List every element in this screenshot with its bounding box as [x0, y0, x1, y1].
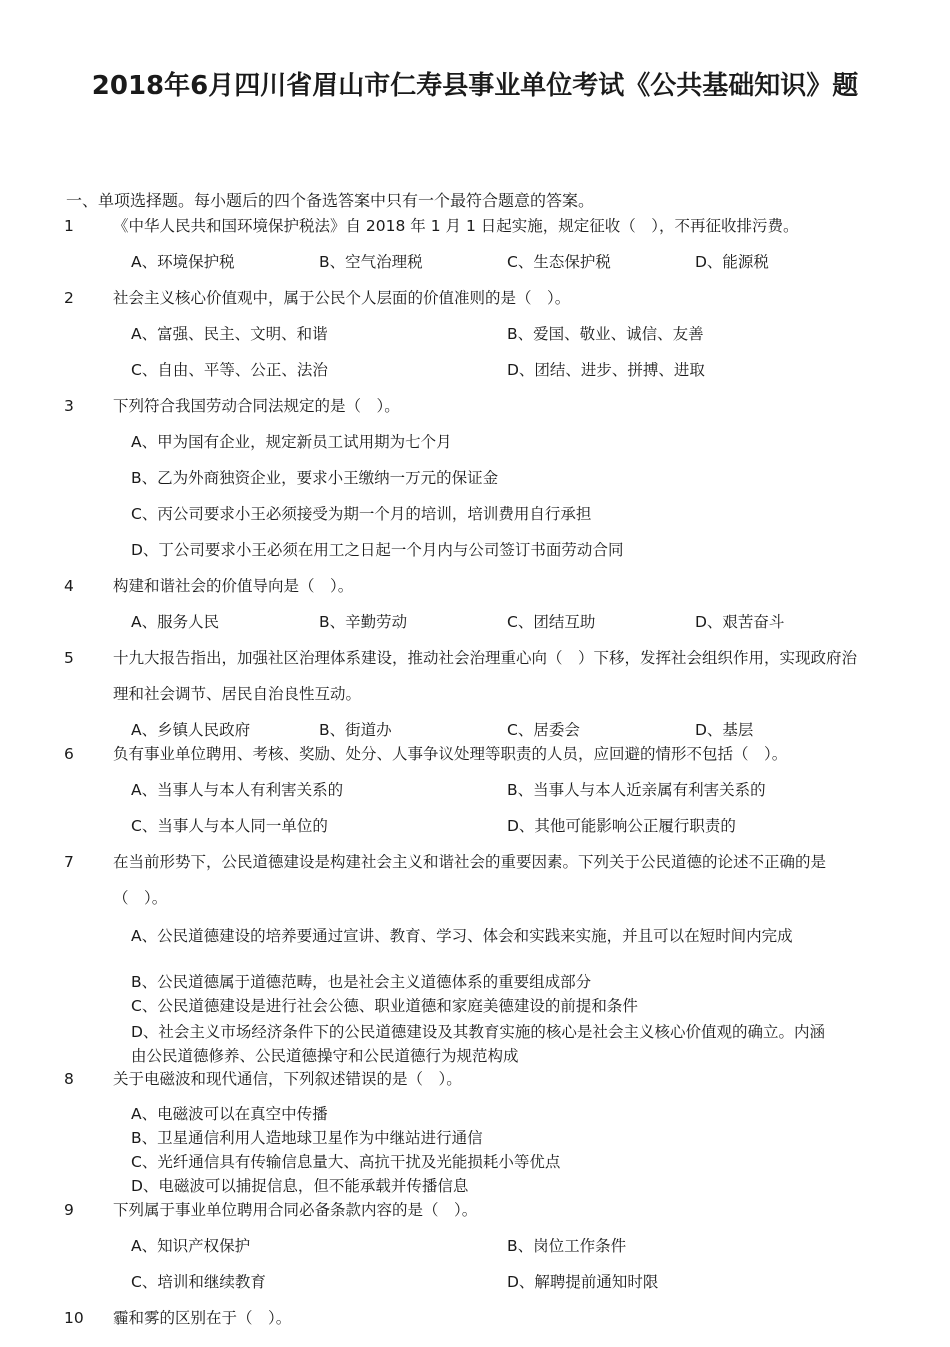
- option-b: B、辛勤劳动: [319, 613, 408, 631]
- option-b: B、当事人与本人近亲属有利害关系的: [507, 781, 766, 799]
- question-4: [0, 576, 950, 596]
- question-number: 7: [64, 853, 74, 871]
- question-10: [0, 1308, 950, 1328]
- option-d: D、电磁波可以捕捉信息，但不能承载并传播信息: [131, 1177, 469, 1195]
- option-d: D、丁公司要求小王必须在用工之日起一个月内与公司签订书面劳动合同: [131, 541, 624, 559]
- question-2: [0, 288, 950, 308]
- question-number: 3: [64, 397, 74, 415]
- option-d: D、社会主义市场经济条件下的公民道德建设及其教育实施的核心是社会主义核心价值观的确立。内涵由公民道德修养、公民道德操守和公民道德行为规范构成: [131, 1023, 825, 1065]
- question-text: 霾和雾的区别在于（ ）。: [113, 1309, 292, 1327]
- page-title: 2018年6月四川省眉山市仁寿县事业单位考试《公共基础知识》题: [91, 71, 859, 101]
- question-number: 2: [64, 289, 74, 307]
- option-c: C、光纤通信具有传输信息量大、高抗干扰及光能损耗小等优点: [131, 1153, 561, 1171]
- option-c: C、当事人与本人同一单位的: [131, 817, 328, 835]
- option-b: B、公民道德属于道德范畴，也是社会主义道德体系的重要组成部分: [131, 973, 592, 991]
- option-b: B、岗位工作条件: [507, 1237, 627, 1255]
- question-number: 4: [64, 577, 74, 595]
- question-number: 5: [64, 649, 74, 667]
- question-number: 9: [64, 1201, 74, 1219]
- question-number: 1: [64, 217, 74, 235]
- option-b: B、卫星通信利用人造地球卫星作为中继站进行通信: [131, 1129, 483, 1147]
- question-text: 社会主义核心价值观中，属于公民个人层面的价值准则的是（ ）。: [113, 289, 571, 307]
- option-a: A、知识产权保护: [131, 1237, 251, 1255]
- option-c: C、团结互助: [507, 613, 596, 631]
- option-a: A、公民道德建设的培养要通过宣讲、教育、学习、体会和实践来实施，并且可以在短时间内完成: [131, 927, 793, 945]
- option-d: D、其他可能影响公正履行职责的: [507, 817, 736, 835]
- option-b: B、空气治理税: [319, 253, 423, 271]
- question-text: 《中华人民共和国环境保护税法》自 2018 年 1 月 1 日起实施，规定征收（ ），不再征收排污费。: [113, 217, 799, 235]
- option-b: B、街道办: [319, 721, 392, 739]
- option-d: D、团结、进步、拼搏、进取: [507, 361, 705, 379]
- question-text: 关于电磁波和现代通信，下列叙述错误的是（ ）。: [113, 1070, 462, 1088]
- question-text: 负有事业单位聘用、考核、奖励、处分、人事争议处理等职责的人员，应回避的情形不包括（ ）。: [113, 745, 788, 763]
- question-1: [0, 216, 950, 236]
- option-a: A、甲为国有企业，规定新员工试用期为七个月: [131, 433, 452, 451]
- question-3: [0, 396, 950, 416]
- option-a: A、电磁波可以在真空中传播: [131, 1105, 328, 1123]
- question-text: 构建和谐社会的价值导向是（ ）。: [113, 577, 354, 595]
- question-9: [0, 1200, 950, 1220]
- option-c: C、生态保护税: [507, 253, 611, 271]
- option-a: A、富强、民主、文明、和谐: [131, 325, 328, 343]
- section-instruction: 一、单项选择题。每小题后的四个备选答案中只有一个最符合题意的答案。: [66, 191, 595, 210]
- question-text: 十九大报告指出，加强社区治理体系建设，推动社会治理重心向（ ）下移，发挥社会组织作用，实现政府治理和社会调节、居民自治良性互动。: [113, 649, 858, 703]
- option-d: D、艰苦奋斗: [695, 613, 785, 631]
- option-c: C、自由、平等、公正、法治: [131, 361, 328, 379]
- question-text: 下列符合我国劳动合同法规定的是（ ）。: [113, 397, 400, 415]
- option-d: D、能源税: [695, 253, 769, 271]
- option-c: C、公民道德建设是进行社会公德、职业道德和家庭美德建设的前提和条件: [131, 997, 638, 1015]
- question-5: [0, 648, 950, 704]
- option-b: B、乙为外商独资企业，要求小王缴纳一万元的保证金: [131, 469, 499, 487]
- question-6: [0, 744, 950, 764]
- option-c: C、丙公司要求小王必须接受为期一个月的培训，培训费用自行承担: [131, 505, 592, 523]
- option-c: C、居委会: [507, 721, 580, 739]
- option-c: C、培训和继续教育: [131, 1273, 266, 1291]
- question-number: 10: [64, 1309, 84, 1327]
- question-text: 在当前形势下，公民道德建设是构建社会主义和谐社会的重要因素。下列关于公民道德的论述不正确的是（ ）。: [113, 853, 827, 907]
- question-number: 8: [64, 1070, 74, 1088]
- option-a: A、乡镇人民政府: [131, 721, 251, 739]
- option-a: A、服务人民: [131, 613, 220, 631]
- option-b: B、爱国、敬业、诚信、友善: [507, 325, 704, 343]
- question-number: 6: [64, 745, 74, 763]
- question-text: 下列属于事业单位聘用合同必备条款内容的是（ ）。: [113, 1201, 478, 1219]
- option-d: D、解聘提前通知时限: [507, 1273, 659, 1291]
- option-a: A、环境保护税: [131, 253, 235, 271]
- question-7: [0, 852, 950, 908]
- option-d: D、基层: [695, 721, 754, 739]
- option-a: A、当事人与本人有利害关系的: [131, 781, 344, 799]
- question-8: [0, 1069, 950, 1089]
